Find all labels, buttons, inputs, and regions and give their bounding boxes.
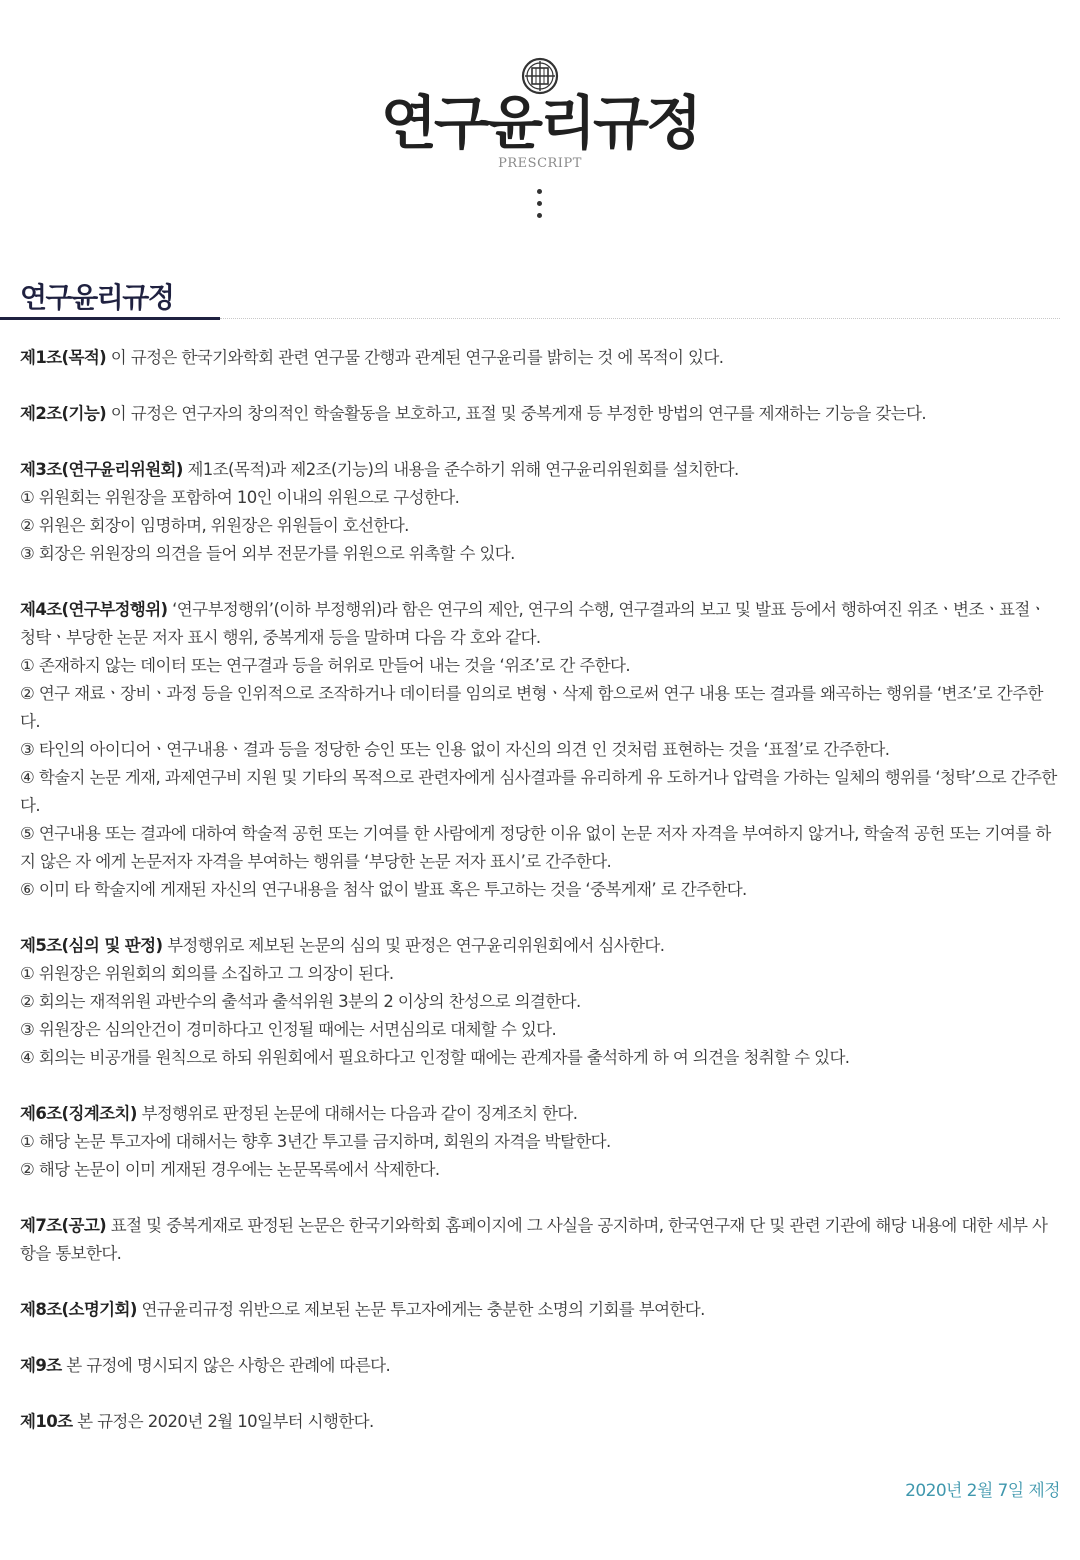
article-clause: ② 위원은 회장이 임명하며, 위원장은 위원들이 호선한다. [20, 516, 409, 535]
article-text: 부정행위로 판정된 논문에 대해서는 다음과 같이 징계조치 한다. [136, 1104, 578, 1123]
article-text: 이 규정은 한국기와학회 관련 연구물 간행과 관계된 연구윤리를 밝히는 것 에 목적이 있다. [106, 348, 724, 367]
article-body [20, 400, 1060, 428]
article-body [20, 456, 1060, 484]
article-clause: ④ 학술지 논문 게재, 과제연구비 지원 및 기타의 목적으로 관련자에게 심사결과를 유리하게 유 도하거나 압력을 가하는 일체의 행위를 ‘청탁’으로 간주한다. [20, 768, 1057, 815]
article-clause: ④ 회의는 비공개를 원칙으로 하되 위원회에서 필요하다고 인정할 때에는 관계자를 출석하게 하 여 의견을 청취할 수 있다. [20, 1048, 850, 1067]
section-title-underline [0, 317, 220, 320]
article-heading: 제9조 [20, 1356, 62, 1375]
article-heading: 제5조(심의 및 판정) [20, 936, 163, 955]
article-7 [20, 1212, 1060, 1268]
article-body [20, 1408, 1060, 1436]
article-heading: 제3조(연구윤리위원회) [20, 460, 183, 479]
article-body [20, 1296, 1060, 1324]
article-6 [20, 1100, 1060, 1184]
enactment-date: 2020년 2월 7일 제정 [905, 1481, 1060, 1501]
article-10 [20, 1408, 1060, 1436]
article-8 [20, 1296, 1060, 1324]
regulation-articles [20, 344, 1060, 1464]
section-divider [220, 318, 1060, 319]
article-clause: ③ 회장은 위원장의 의견을 들어 외부 전문가를 위원으로 위촉할 수 있다. [20, 544, 515, 563]
article-clause: ③ 타인의 아이디어ㆍ연구내용ㆍ결과 등을 정당한 승인 또는 인용 없이 자신의 의견 인 것처럼 표현하는 것을 ‘표절’로 간주한다. [20, 740, 890, 759]
article-clause: ⑤ 연구내용 또는 결과에 대하여 학술적 공헌 또는 기여를 한 사람에게 정당한 이유 없이 논문 저자 자격을 부여하지 않거나, 학술적 공헌 또는 기여를 하지 않은 자 에게 논문저자 자격을 부여하는 행위를 ‘부당한 논문 저자 표시’로 간주한다. [20, 824, 1051, 871]
article-clause: ② 해당 논문이 이미 게재된 경우에는 논문목록에서 삭제한다. [20, 1160, 440, 1179]
article-body [20, 596, 1060, 652]
article-4 [20, 596, 1060, 904]
page-hero [0, 0, 1080, 240]
page-subtitle: PRESCRIPT [498, 156, 582, 171]
article-clause: ⑥ 이미 타 학술지에 게재된 자신의 연구내용을 첨삭 없이 발표 혹은 투고하는 것을 ‘중복게재’ 로 간주한다. [20, 880, 747, 899]
article-heading: 제10조 [20, 1412, 73, 1431]
section-title: 연구윤리규정 [20, 281, 174, 314]
article-heading: 제1조(목적) [20, 348, 107, 367]
article-body [20, 1212, 1060, 1268]
article-clause: ③ 위원장은 심의안건이 경미하다고 인정될 때에는 서면심의로 대체할 수 있다. [20, 1020, 557, 1039]
article-heading: 제4조(연구부정행위) [20, 600, 168, 619]
article-text: 본 규정은 2020년 2월 10일부터 시행한다. [72, 1412, 374, 1431]
article-text: 표절 및 중복게재로 판정된 논문은 한국기와학회 홈페이지에 그 사실을 공지하며, 한국연구재 단 및 관련 기관에 해당 내용에 대한 세부 사항을 통보한다. [20, 1216, 1048, 1263]
article-9 [20, 1352, 1060, 1380]
vertical-dots-icon [537, 189, 543, 225]
article-body [20, 344, 1060, 372]
article-text: 부정행위로 제보된 논문의 심의 및 판정은 연구윤리위원회에서 심사한다. [162, 936, 665, 955]
article-2 [20, 400, 1060, 428]
article-body [20, 932, 1060, 960]
article-clause: ② 연구 재료ㆍ장비ㆍ과정 등을 인위적으로 조작하거나 데이터를 임의로 변형ㆍ삭제 함으로써 연구 내용 또는 결과를 왜곡하는 행위를 ‘변조’로 간주한다. [20, 684, 1043, 731]
article-text: 이 규정은 연구자의 창의적인 학술활동을 보호하고, 표절 및 중복게재 등 부정한 방법의 연구를 제재하는 기능을 갖는다. [106, 404, 927, 423]
article-clause: ① 위원장은 위원회의 회의를 소집하고 그 의장이 된다. [20, 964, 394, 983]
article-body [20, 1352, 1060, 1380]
article-text: 본 규정에 명시되지 않은 사항은 관례에 따른다. [61, 1356, 391, 1375]
article-text: 제1조(목적)과 제2조(기능)의 내용을 준수하기 위해 연구윤리위원회를 설치한다. [182, 460, 739, 479]
article-5 [20, 932, 1060, 1072]
article-heading: 제2조(기능) [20, 404, 107, 423]
article-1 [20, 344, 1060, 372]
article-heading: 제7조(공고) [20, 1216, 107, 1235]
page-title: 연구윤리규정 [380, 89, 700, 157]
article-body [20, 1100, 1060, 1128]
section-header [0, 270, 1060, 322]
article-clause: ② 회의는 재적위원 과반수의 출석과 출석위원 3분의 2 이상의 찬성으로 의결한다. [20, 992, 581, 1011]
article-clause: ① 해당 논문 투고자에 대해서는 향후 3년간 투고를 금지하며, 회원의 자격을 박탈한다. [20, 1132, 611, 1151]
article-3 [20, 456, 1060, 568]
article-heading: 제8조(소명기회) [20, 1300, 137, 1319]
article-heading: 제6조(징계조치) [20, 1104, 137, 1123]
article-clause: ① 존재하지 않는 데이터 또는 연구결과 등을 허위로 만들어 내는 것을 ‘위조’로 간 주한다. [20, 656, 631, 675]
article-text: 연규윤리규정 위반으로 제보된 논문 투고자에게는 충분한 소명의 기회를 부여한다. [136, 1300, 705, 1319]
article-clause: ① 위원회는 위원장을 포함하여 10인 이내의 위원으로 구성한다. [20, 488, 460, 507]
article-text: ‘연구부정행위’(이하 부정행위)라 함은 연구의 제안, 연구의 수행, 연구결과의 보고 및 발표 등에서 행하여진 위조ㆍ변조ㆍ표절ㆍ청탁ㆍ부당한 논문 저자 표시 행위, 중복게재 등을 말하며 다음 각 호와 같다. [20, 600, 1046, 647]
